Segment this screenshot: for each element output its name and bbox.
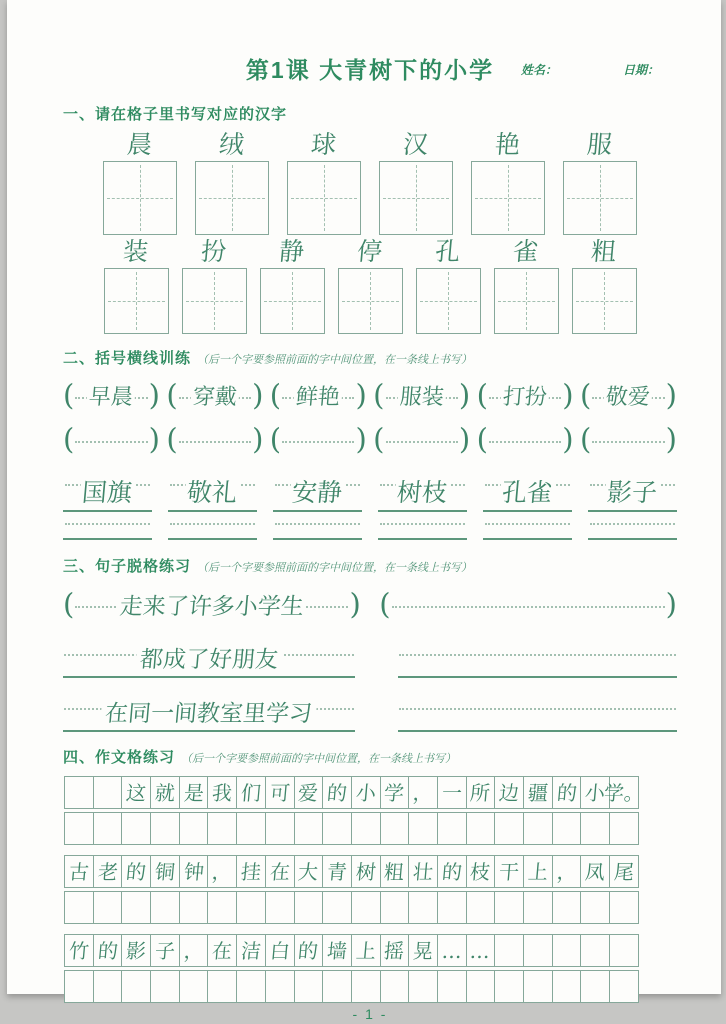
sentence-copy-line	[63, 638, 355, 678]
writing-grid-box	[182, 268, 247, 334]
composition-grid-cell	[494, 812, 524, 845]
writing-grid-box	[379, 161, 453, 235]
empty-sentence-line	[398, 692, 677, 732]
composition-grid-cell	[121, 891, 151, 924]
empty-copy-line	[483, 516, 572, 540]
sentence-line-row-1	[63, 638, 677, 678]
composition-grid-cell: 竹	[64, 934, 94, 967]
bracket-word: 打扮	[500, 380, 551, 411]
close-paren: )	[665, 378, 677, 412]
composition-grid-cell: 铜	[150, 855, 180, 888]
composition-grid-cell	[179, 891, 209, 924]
close-paren: )	[665, 422, 677, 456]
writing-grid-box	[338, 268, 403, 334]
open-paren: (	[63, 378, 75, 412]
composition-grid-cell: 晃	[408, 934, 438, 967]
character-practice-item	[287, 130, 361, 235]
composition-grid-cell: 影	[121, 934, 151, 967]
writing-grid-box	[494, 268, 559, 334]
composition-grid-cell	[121, 812, 151, 845]
bracket-word: 鲜艳	[293, 380, 344, 411]
sentence-text: 都成了好朋友	[134, 644, 283, 676]
composition-grid-cell: 壮	[408, 855, 438, 888]
composition-grid-cell: 枝	[466, 855, 496, 888]
model-character: 球	[310, 130, 338, 159]
close-paren: )	[355, 378, 367, 412]
page-number: - 1 -	[352, 1006, 388, 1022]
character-practice-item	[563, 130, 637, 235]
dotted-guide-line	[591, 421, 665, 457]
composition-grid-cell	[294, 812, 324, 845]
character-practice-item	[494, 237, 559, 334]
composition-grid-cell	[236, 970, 266, 1003]
composition-grid-row	[64, 776, 677, 809]
composition-grid-cell	[552, 891, 582, 924]
model-character: 扮	[200, 237, 228, 266]
composition-grid-cell: 洁	[236, 934, 266, 967]
character-practice-item	[572, 237, 637, 334]
composition-grid-cell	[351, 970, 381, 1003]
composition-grid-cell: …	[437, 934, 467, 967]
bracket-word-row	[63, 377, 677, 413]
composition-grid-cell	[494, 970, 524, 1003]
composition-grid-cell: 的	[552, 776, 582, 809]
character-practice-item	[338, 237, 403, 334]
composition-grid-cell: 凤	[580, 855, 610, 888]
composition-grid-cell: …	[466, 934, 496, 967]
dotted-guide-line	[74, 584, 349, 624]
composition-grid-cell	[552, 812, 582, 845]
composition-grid-cell	[322, 891, 352, 924]
dotted-guide-line	[385, 377, 459, 413]
composition-grid-cell	[609, 891, 639, 924]
dotted-guide-line	[488, 377, 562, 413]
sentence-line-row-2	[63, 692, 677, 732]
bracket-word-item	[373, 377, 470, 413]
empty-copy-line	[168, 516, 257, 540]
composition-grid-cell: ，	[207, 855, 237, 888]
open-paren: (	[579, 422, 592, 456]
bracket-sentence: 走来了许多小学生	[116, 588, 307, 621]
composition-grid-cell	[437, 970, 467, 1003]
composition-grid-cell: 学。	[609, 776, 639, 809]
composition-grid-cell: 的	[294, 934, 324, 967]
composition-grid-cell	[150, 812, 180, 845]
composition-grid-cell	[93, 776, 123, 809]
writing-grid-box	[563, 161, 637, 235]
composition-grid-cell: 学	[380, 776, 410, 809]
composition-grid-row	[64, 934, 677, 967]
dotted-guide-line	[385, 421, 459, 457]
dotted-guide-line	[178, 421, 252, 457]
dotted-guide-line	[591, 377, 665, 413]
dotted-guide-line	[391, 584, 666, 624]
composition-grid-cell: 我	[207, 776, 237, 809]
composition-grid-cell: 子	[150, 934, 180, 967]
dotted-guide-line	[74, 377, 148, 413]
composition-grid-row	[64, 891, 677, 924]
close-paren: )	[458, 378, 471, 412]
composition-grid-cell: 白	[265, 934, 295, 967]
close-paren: )	[349, 587, 361, 621]
section-bracket-line-training	[63, 347, 677, 540]
composition-grid-cell: 一	[437, 776, 467, 809]
section-composition-grid	[63, 746, 677, 1003]
composition-grid-cell: 是	[179, 776, 209, 809]
character-practice-item	[195, 130, 269, 235]
composition-grid-cell	[207, 891, 237, 924]
model-character: 雀	[512, 237, 540, 266]
composition-grid-cell: 粗	[380, 855, 410, 888]
open-paren: (	[63, 422, 75, 456]
close-paren: )	[562, 422, 574, 456]
worksheet-page	[7, 0, 721, 1022]
date-label: 日期：	[623, 63, 660, 77]
bracket-word: 敬爱	[603, 380, 654, 411]
model-character: 装	[122, 237, 150, 266]
composition-grid-cell: 在	[265, 855, 295, 888]
composition-grid-cell: 这	[121, 776, 151, 809]
composition-grid-cell	[437, 812, 467, 845]
section-character-writing	[63, 103, 677, 334]
open-paren: (	[269, 378, 282, 412]
dotted-guide-line	[178, 377, 252, 413]
close-paren: )	[148, 422, 160, 456]
character-practice-row-2	[63, 237, 677, 334]
open-paren: (	[63, 587, 75, 621]
section1-heading-text: 一、请在格子里书写对应的汉字	[63, 106, 288, 123]
writing-grid-box	[572, 268, 637, 334]
bracket-word: 服装	[396, 380, 447, 411]
composition-grid-cell: 的	[437, 855, 467, 888]
composition-grid-cell	[236, 812, 266, 845]
word-copy-line	[168, 470, 257, 512]
writing-grid-box	[260, 268, 325, 334]
composition-grid-cell	[494, 891, 524, 924]
composition-grid-cell	[179, 812, 209, 845]
open-paren: (	[166, 378, 178, 412]
word-line-row	[63, 470, 677, 512]
composition-grid-cell: ，	[179, 934, 209, 967]
composition-grid-cell: 的	[121, 855, 151, 888]
bracket-word-item	[270, 377, 367, 413]
line-word: 影子	[604, 476, 661, 510]
model-character: 静	[278, 237, 306, 266]
composition-grid-cell: 老	[93, 855, 123, 888]
composition-grid-cell: 青	[322, 855, 352, 888]
open-paren: (	[379, 587, 391, 621]
composition-grid-cell	[580, 812, 610, 845]
composition-grid-cell	[236, 891, 266, 924]
composition-grid-cell: 爱	[294, 776, 324, 809]
empty-bracket-row	[63, 421, 677, 457]
composition-grid-cell	[322, 970, 352, 1003]
composition-grid-cell: 小	[351, 776, 381, 809]
word-copy-line	[63, 470, 152, 512]
sentence-copy-line	[63, 692, 355, 732]
composition-grid-cell: ，	[408, 776, 438, 809]
section4-heading	[63, 746, 677, 767]
composition-grid-cell	[466, 812, 496, 845]
model-character: 孔	[434, 237, 462, 266]
word-copy-line	[273, 470, 362, 512]
composition-grid-cell	[609, 970, 639, 1003]
empty-bracket-item	[166, 421, 263, 457]
composition-grid-cell	[552, 970, 582, 1003]
composition-grid-cell	[523, 891, 553, 924]
empty-copy-line	[588, 516, 677, 540]
composition-grid-cell	[408, 812, 438, 845]
open-paren: (	[166, 422, 178, 456]
empty-bracket-item	[477, 421, 574, 457]
bracket-word: 穿戴	[190, 380, 241, 411]
composition-grid-cell	[380, 891, 410, 924]
writing-grid-box	[104, 268, 169, 334]
dotted-guide-line	[281, 377, 355, 413]
line-word: 国旗	[79, 476, 136, 510]
composition-grid-cell	[523, 812, 553, 845]
dotted-guide-line	[488, 421, 562, 457]
section3-heading	[63, 555, 677, 576]
composition-grid-cell: 大	[294, 855, 324, 888]
writing-grid-box	[287, 161, 361, 235]
composition-grid-cell	[179, 970, 209, 1003]
composition-grid-cell: 挂	[236, 855, 266, 888]
word-copy-line	[378, 470, 467, 512]
composition-grid-cell: 可	[265, 776, 295, 809]
composition-grid-cell: 们	[236, 776, 266, 809]
close-paren: )	[148, 378, 160, 412]
open-paren: (	[476, 422, 488, 456]
bracket-word-item	[580, 377, 677, 413]
section2-heading-text: 二、括号横线训练	[63, 350, 192, 367]
model-character: 服	[586, 130, 614, 159]
composition-grid-cell: 所	[466, 776, 496, 809]
character-practice-item	[104, 237, 169, 334]
bracket-word: 早晨	[86, 380, 137, 411]
model-character: 晨	[126, 130, 154, 159]
character-practice-item	[416, 237, 481, 334]
close-paren: )	[252, 378, 264, 412]
model-character: 艳	[494, 130, 522, 159]
empty-bracket-item	[63, 421, 160, 457]
section3-note: （后一个字要参照前面的字中间位置，在一条线上书写）	[197, 562, 473, 574]
close-paren: )	[458, 422, 471, 456]
worksheet-header	[63, 52, 677, 88]
composition-grid-cell	[466, 891, 496, 924]
empty-bracket-item	[580, 421, 677, 457]
composition-grid-cell	[466, 970, 496, 1003]
name-label: 姓名：	[521, 63, 558, 77]
close-paren: )	[665, 587, 677, 621]
sentence-bracket-empty	[379, 584, 677, 624]
empty-bracket-item	[373, 421, 470, 457]
empty-sentence-line	[398, 638, 677, 678]
line-word: 安静	[289, 476, 346, 510]
empty-word-line-row	[63, 516, 677, 540]
empty-copy-line	[273, 516, 362, 540]
dotted-guide-line	[74, 421, 148, 457]
composition-grid-cell	[351, 891, 381, 924]
section1-heading	[63, 103, 677, 124]
character-practice-item	[379, 130, 453, 235]
composition-grid-cell	[322, 812, 352, 845]
close-paren: )	[355, 422, 367, 456]
composition-grid-cell: 钟	[179, 855, 209, 888]
open-paren: (	[373, 378, 385, 412]
composition-grid-cell	[93, 970, 123, 1003]
composition-grid-cell: 树	[351, 855, 381, 888]
character-practice-row-1	[63, 130, 677, 235]
composition-grid-row	[64, 855, 677, 888]
composition-grid-cell: 尾	[609, 855, 639, 888]
composition-grid-cell: 古	[64, 855, 94, 888]
composition-grid-cell	[580, 970, 610, 1003]
composition-grid-cell: 就	[150, 776, 180, 809]
section3-heading-text: 三、句子脱格练习	[63, 558, 192, 575]
composition-grid-cell: 的	[322, 776, 352, 809]
composition-grid-cell	[150, 891, 180, 924]
character-practice-item	[260, 237, 325, 334]
writing-grid-box	[471, 161, 545, 235]
writing-grid-box	[195, 161, 269, 235]
section4-heading-text: 四、作文格练习	[63, 749, 176, 766]
character-practice-item	[182, 237, 247, 334]
composition-grid-cell	[351, 812, 381, 845]
composition-grid-cell	[265, 891, 295, 924]
composition-grid-cell	[121, 970, 151, 1003]
sentence-bracket-row	[63, 584, 677, 624]
composition-grid-row	[64, 812, 677, 845]
empty-bracket-item	[270, 421, 367, 457]
bracket-word-item	[166, 377, 263, 413]
model-character: 绒	[218, 130, 246, 159]
line-word: 树枝	[394, 476, 451, 510]
section2-note: （后一个字要参照前面的字中间位置，在一条线上书写）	[197, 354, 473, 366]
close-paren: )	[562, 378, 574, 412]
composition-grid	[64, 776, 677, 1003]
composition-grid-cell	[580, 934, 610, 967]
section2-heading	[63, 347, 677, 368]
composition-grid-cell	[494, 934, 524, 967]
composition-grid-cell: 边	[494, 776, 524, 809]
character-practice-item	[103, 130, 177, 235]
section4-note: （后一个字要参照前面的字中间位置，在一条线上书写）	[181, 753, 457, 765]
bracket-word-item	[63, 377, 160, 413]
composition-grid-cell	[265, 812, 295, 845]
composition-grid-cell	[609, 934, 639, 967]
composition-grid-row	[64, 970, 677, 1003]
composition-grid-cell	[294, 891, 324, 924]
section-sentence-practice	[63, 555, 677, 732]
composition-grid-cell: 干	[494, 855, 524, 888]
composition-grid-cell	[265, 970, 295, 1003]
open-paren: (	[373, 422, 385, 456]
open-paren: (	[476, 378, 488, 412]
empty-copy-line	[63, 516, 152, 540]
composition-grid-cell	[64, 970, 94, 1003]
dotted-guide-line	[281, 421, 355, 457]
composition-grid-cell	[523, 934, 553, 967]
composition-grid-cell	[437, 891, 467, 924]
model-character: 汉	[402, 130, 430, 159]
composition-grid-cell	[64, 812, 94, 845]
word-copy-line	[588, 470, 677, 512]
empty-copy-line	[378, 516, 467, 540]
composition-grid-cell	[408, 891, 438, 924]
composition-grid-cell: 疆	[523, 776, 553, 809]
composition-grid-cell	[380, 970, 410, 1003]
composition-grid-cell	[93, 891, 123, 924]
composition-grid-cell	[150, 970, 180, 1003]
composition-grid-cell: 小	[580, 776, 610, 809]
composition-grid-cell: 上	[523, 855, 553, 888]
sentence-bracket-filled	[63, 584, 361, 624]
composition-grid-cell: ，	[552, 855, 582, 888]
composition-grid-cell: 墙	[322, 934, 352, 967]
composition-grid-cell: 的	[93, 934, 123, 967]
composition-grid-cell	[523, 970, 553, 1003]
line-word: 孔雀	[499, 476, 556, 510]
word-copy-line	[483, 470, 572, 512]
open-paren: (	[579, 378, 592, 412]
line-word: 敬礼	[184, 476, 241, 510]
composition-grid-cell	[294, 970, 324, 1003]
sentence-text: 在同一间教室里学习	[100, 698, 318, 730]
composition-grid-cell	[580, 891, 610, 924]
composition-grid-cell	[609, 812, 639, 845]
composition-grid-cell	[93, 812, 123, 845]
composition-grid-cell	[64, 891, 94, 924]
character-practice-item	[471, 130, 545, 235]
composition-grid-cell	[408, 970, 438, 1003]
lesson-title: 第1课 大青树下的小学	[245, 57, 495, 83]
close-paren: )	[252, 422, 264, 456]
composition-grid-cell: 上	[351, 934, 381, 967]
composition-grid-cell: 在	[207, 934, 237, 967]
writing-grid-box	[416, 268, 481, 334]
composition-grid-cell	[207, 970, 237, 1003]
composition-grid-cell: 摇	[380, 934, 410, 967]
writing-grid-box	[103, 161, 177, 235]
open-paren: (	[269, 422, 282, 456]
model-character: 停	[356, 237, 384, 266]
composition-grid-cell	[207, 812, 237, 845]
model-character: 粗	[590, 237, 618, 266]
composition-grid-cell	[380, 812, 410, 845]
bracket-word-item	[477, 377, 574, 413]
composition-grid-cell	[64, 776, 94, 809]
composition-grid-cell	[552, 934, 582, 967]
